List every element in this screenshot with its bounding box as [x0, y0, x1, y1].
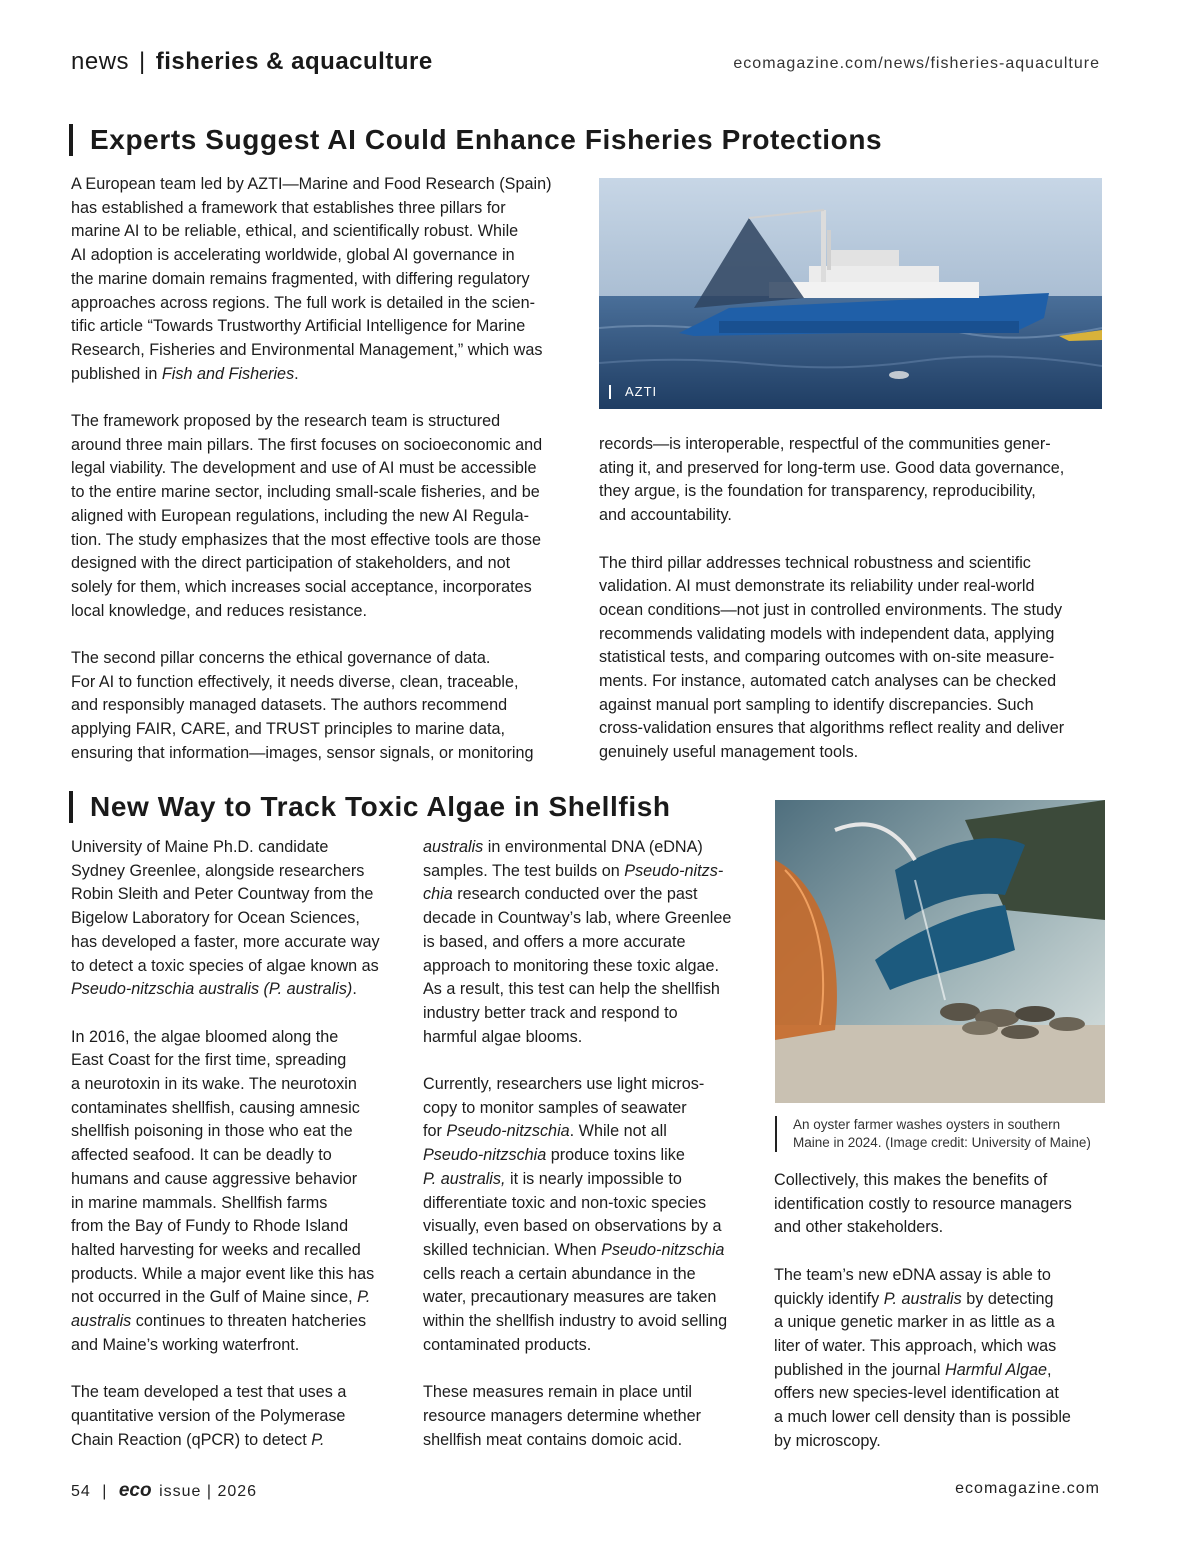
text-line: Sydney Greenlee, alongside researchers [71, 861, 365, 880]
paragraph [599, 433, 1102, 528]
text-line: copy to monitor samples of seawater [423, 1098, 687, 1117]
paragraph-gap [774, 1240, 1104, 1264]
paragraph [423, 836, 763, 1049]
text-line: skilled technician. When Pseudo-nitzschia [423, 1240, 725, 1259]
text-line: chia research conducted over the past [423, 885, 698, 904]
footer-site[interactable]: ecomagazine.com [955, 1480, 1100, 1497]
text-line: The team’s new eDNA assay is able to [774, 1265, 1051, 1284]
text-line: industry better track and respond to [423, 1003, 678, 1022]
paragraph-gap [71, 623, 581, 647]
text-line: validation. AI must demonstrate its reliability under real-world [599, 577, 1035, 596]
text-line: Chain Reaction (qPCR) to detect P. [71, 1430, 325, 1449]
text-line: A European team led by AZTI—Marine and Food Research (Spain) [71, 175, 552, 193]
text-line: tific article “Towards Trustworthy Artificial Intelligence for Marine [71, 317, 526, 336]
text-line: designed with the direct participation of stakeholders, and not [71, 554, 511, 573]
text-line: has established a framework that establishes three pillars for [71, 198, 506, 217]
article2-column-2 [423, 836, 763, 1452]
text-line: published in Fish and Fisheries. [71, 364, 299, 383]
text-line: is based, and offers a more accurate [423, 932, 686, 951]
text-line: a unique genetic marker in as little as a [774, 1313, 1055, 1332]
text-line: by microscopy. [774, 1431, 881, 1450]
fishing-vessel-photo [599, 178, 1102, 409]
text-line: published in the journal Harmful Algae, [774, 1360, 1052, 1379]
text-line: genuinely useful management tools. [599, 743, 859, 762]
text-line: cells reach a certain abundance in the [423, 1264, 696, 1283]
text-line: marine AI to be reliable, ethical, and scientifically robust. While [71, 222, 519, 241]
text-line: against manual port sampling to identify discrepancies. Such [599, 695, 1034, 714]
text-line: For AI to function effectively, it needs diverse, clean, traceable, [71, 672, 519, 691]
text-line: identification costly to resource managers [774, 1194, 1072, 1213]
text-line: halted harvesting for weeks and recalled [71, 1240, 361, 1259]
paragraph [423, 1381, 763, 1452]
text-line: from the Bay of Fundy to Rhode Island [71, 1217, 349, 1236]
text-line: contaminated products. [423, 1335, 592, 1354]
category-label: fisheries & aquaculture [155, 48, 433, 75]
text-line: the marine domain remains fragmented, with differing regulatory [71, 269, 530, 288]
text-line: ments. For instance, automated catch analyses can be checked [599, 672, 1057, 691]
paragraph [71, 647, 581, 766]
article2-column-3 [774, 1169, 1104, 1453]
text-line: water, precautionary measures are taken [423, 1288, 717, 1307]
text-line: The third pillar addresses technical robustness and scientific [599, 553, 1031, 572]
text-line: tion. The study emphasizes that the most effective tools are those [71, 530, 541, 549]
text-line: The framework proposed by the research team is structured [71, 412, 501, 431]
text-line: The second pillar concerns the ethical governance of data. [71, 649, 491, 668]
text-line: Research, Fisheries and Environmental Management,” which was [71, 340, 543, 359]
paragraph [774, 1169, 1104, 1240]
text-line: they argue, is the foundation for transparency, reproducibility, [599, 482, 1036, 501]
text-line: around three main pillars. The first focuses on socioeconomic and [71, 435, 543, 454]
text-line: resource managers determine whether [423, 1406, 702, 1425]
article2-column-1 [71, 836, 411, 1452]
text-line: applying FAIR, CARE, and TRUST principles to marine data, [71, 720, 505, 739]
header-url[interactable]: ecomagazine.com/news/fisheries-aquaculture [733, 55, 1100, 72]
paragraph-gap [71, 1357, 411, 1381]
oyster-washing-photo [775, 800, 1105, 1103]
text-line: visually, even based on observations by a [423, 1217, 722, 1236]
text-line: recommends validating models with independent data, applying [599, 624, 1055, 643]
text-line: and accountability. [599, 506, 732, 525]
article1-title: Experts Suggest AI Could Enhance Fisheries Protections [69, 124, 882, 156]
paragraph [599, 552, 1102, 765]
header-separator: | [139, 48, 146, 75]
paragraph [71, 173, 581, 386]
text-line: quantitative version of the Polymerase [71, 1406, 346, 1425]
paragraph [71, 410, 581, 623]
text-line: ating it, and preserved for long-term use. Good data governance, [599, 458, 1065, 477]
text-line: AI adoption is accelerating worldwide, global AI governance in [71, 246, 515, 265]
paragraph [71, 1381, 411, 1452]
text-line: cross-validation ensures that algorithms reflect reality and deliver [599, 719, 1065, 738]
text-line: Bigelow Laboratory for Ocean Sciences, [71, 909, 360, 928]
text-line: Robin Sleith and Peter Countway from the [71, 885, 374, 904]
footer-left [71, 1480, 257, 1502]
paragraph [423, 1073, 763, 1357]
text-line: a much lower cell density than is possible [774, 1408, 1071, 1427]
text-line: has developed a faster, more accurate way [71, 932, 380, 951]
issue-label: issue | 2026 [159, 1483, 258, 1500]
text-line: australis in environmental DNA (eDNA) [423, 838, 703, 856]
text-line: shellfish poisoning in those who eat the [71, 1122, 353, 1141]
paragraph [71, 836, 411, 1002]
paragraph-gap [71, 386, 581, 410]
text-line: aligned with European regulations, including the new AI Regula- [71, 506, 530, 525]
footer-separator: | [102, 1483, 108, 1500]
text-line: samples. The test builds on Pseudo-nitzs- [423, 861, 724, 880]
text-line: The team developed a test that uses a [71, 1383, 347, 1402]
text-line: solely for them, which increases social acceptance, incorporates [71, 577, 532, 596]
page-number: 54 [71, 1483, 91, 1500]
vessel-illustration [599, 178, 1102, 409]
text-line: P. australis, it is nearly impossible to [423, 1169, 682, 1188]
text-line: a neurotoxin in its wake. The neurotoxin [71, 1075, 357, 1094]
text-line: Pseudo-nitzschia produce toxins like [423, 1146, 685, 1165]
image-caption [775, 1116, 1091, 1152]
text-line: University of Maine Ph.D. candidate [71, 838, 329, 856]
text-line: shellfish meat contains domoic acid. [423, 1430, 683, 1449]
paragraph [71, 1026, 411, 1358]
text-line: to the entire marine sector, including small-scale fisheries, and be [71, 483, 540, 502]
text-line: for Pseudo-nitzschia. While not all [423, 1122, 667, 1141]
text-line: records—is interoperable, respectful of the communities gener- [599, 435, 1051, 453]
text-line: Currently, researchers use light micros- [423, 1075, 705, 1094]
text-line: differentiate toxic and non-toxic species [423, 1193, 707, 1212]
text-line: humans and cause aggressive behavior [71, 1169, 358, 1188]
text-line: and other stakeholders. [774, 1218, 944, 1237]
article1-left-column [71, 173, 581, 766]
article1-right-column [599, 433, 1102, 765]
text-line: contaminates shellfish, causing amnesic [71, 1098, 360, 1117]
text-line: and responsibly managed datasets. The authors recommend [71, 696, 508, 715]
section-header [71, 48, 433, 76]
text-line: offers new species-level identification at [774, 1384, 1059, 1403]
text-line: ocean conditions—not just in controlled environments. The study [599, 600, 1063, 619]
text-line: East Coast for the first time, spreading [71, 1051, 347, 1070]
caption-line: An oyster farmer washes oysters in southern [793, 1117, 1061, 1132]
article2-title: New Way to Track Toxic Algae in Shellfish [69, 791, 671, 823]
section-label: news [71, 48, 130, 75]
eco-logo: eco [118, 1480, 152, 1501]
text-line: legal viability. The development and use of AI must be accessible [71, 459, 537, 478]
text-line: harmful algae blooms. [423, 1027, 583, 1046]
text-line: affected seafood. It can be deadly to [71, 1146, 332, 1165]
text-line: australis continues to threaten hatcheries [71, 1312, 367, 1331]
caption-line: Maine in 2024. (Image credit: University of Maine) [793, 1135, 1091, 1150]
text-line: approach to monitoring these toxic algae. [423, 956, 720, 975]
paragraph-gap [71, 1002, 411, 1026]
text-line: not occurred in the Gulf of Maine since, P. [71, 1288, 371, 1307]
paragraph-gap [599, 528, 1102, 552]
text-line: approaches across regions. The full work is detailed in the scien- [71, 293, 535, 312]
text-line: quickly identify P. australis by detecting [774, 1289, 1054, 1308]
image-credit: AZTI [609, 385, 657, 399]
text-line: As a result, this test can help the shellfish [423, 980, 720, 999]
oyster-illustration [775, 800, 1105, 1103]
text-line: products. While a major event like this has [71, 1264, 375, 1283]
text-line: statistical tests, and comparing outcomes with on-site measure- [599, 648, 1055, 667]
paragraph-gap [423, 1049, 763, 1073]
text-line: In 2016, the algae bloomed along the [71, 1027, 339, 1046]
text-line: ensuring that information—images, sensor signals, or monitoring [71, 743, 534, 762]
text-line: local knowledge, and reduces resistance. [71, 601, 368, 620]
paragraph-gap [423, 1357, 763, 1381]
text-line: liter of water. This approach, which was [774, 1336, 1057, 1355]
text-line: within the shellfish industry to avoid selling [423, 1312, 728, 1331]
paragraph [774, 1264, 1104, 1454]
text-line: decade in Countway’s lab, where Greenlee [423, 909, 732, 928]
text-line: and Maine’s working waterfront. [71, 1335, 300, 1354]
text-line: Collectively, this makes the benefits of [774, 1171, 1048, 1189]
text-line: in marine mammals. Shellfish farms [71, 1193, 328, 1212]
text-line: These measures remain in place until [423, 1383, 693, 1402]
text-line: Pseudo-nitzschia australis (P. australis). [71, 980, 357, 999]
text-line: to detect a toxic species of algae known as [71, 956, 379, 975]
